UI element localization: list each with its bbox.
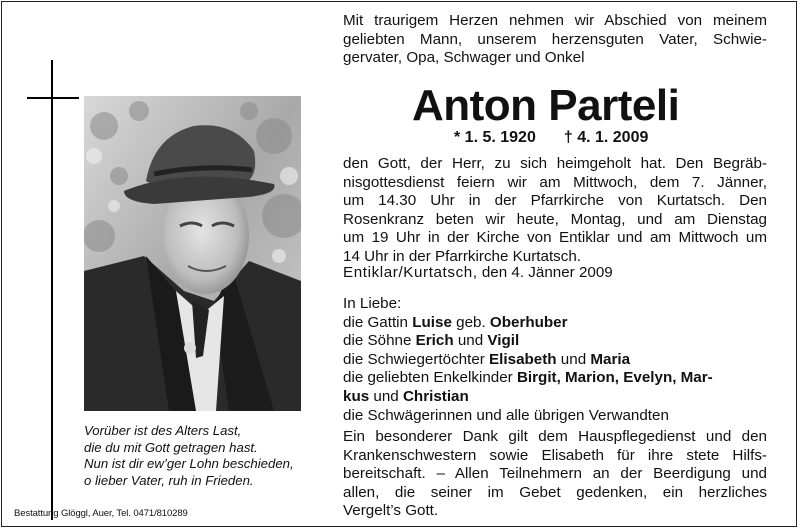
relation-text: geb. [451,313,490,331]
announcement-line: um 19 Uhr in der Kirche von Entiklar und am Mittwoch um [343,229,767,247]
mourner-line [343,332,767,351]
mourner-name: Maria [590,350,631,368]
notice-date: den 4. Jänner 2009 [477,264,613,281]
mourners-list [343,295,767,425]
mourners-heading: In Liebe: [343,295,402,312]
relation-text: die geliebten Enkelkinder [343,369,517,387]
mourner-line: die Schwägerinnen und alle übrigen Verwandten [343,406,669,424]
intro-text [343,12,767,68]
mourner-line [343,388,767,407]
intro-line: Mit traurigem Herzen nehmen wir Abschied von meinem [343,12,767,29]
mourner-name: Elisabeth [489,350,557,368]
poem-line: Nun ist dir ew’ger Lohn beschieden, [84,456,294,471]
place-and-date [343,264,613,281]
thanks-text [343,428,767,521]
poem-line: die du mit Gott getragen hast. [84,439,258,455]
mourner-name: Birgit, Marion, Evelyn, Mar- [516,369,713,387]
birth-date: * 1. 5. 1920 [454,129,536,146]
mourner-name: Erich [415,332,454,350]
intro-line: gervater, Opa, Schwager und Onkel [343,49,585,67]
cross-horizontal-bar [27,97,79,99]
poem-line: Vorüber ist des Alters Last, [84,423,242,438]
thanks-line: bereitschaft. – Allen Teilnehmern an der Beerdigung und [343,465,767,483]
poem-line: o lieber Vater, ruh in Frieden. [84,472,254,488]
relation-text: die Gattin [343,313,413,331]
announcement-line: 14 Uhr in der Pfarrkirche Kurtatsch. [343,247,582,265]
relation-text: und [453,332,488,350]
announcement-line: den Gott, der Herr, zu sich heimgeholt hat. Den Begräb- [343,155,767,172]
mourner-name: Vigil [487,332,520,350]
relation-text: die Söhne [343,332,416,350]
mourner-name: kus [343,387,370,405]
portrait-photo [84,96,301,411]
thanks-line: allen, die seiner im Gebet gedenken, ein herzliches [343,483,767,501]
relation-text: die Schwiegertöchter [343,350,490,368]
thanks-line: Krankenschwestern sowie Elisabeth für ihre stete Hilfs- [343,446,767,464]
thanks-line: Ein besonderer Dank gilt dem Hauspflegedienst und den [343,428,767,445]
thanks-line: Vergelt’s Gott. [343,502,439,520]
mourner-line [343,369,767,388]
mourner-name: Christian [402,387,469,405]
deceased-name: Anton Parteli [412,81,680,130]
mourner-line [343,314,767,333]
mourner-line [343,351,767,370]
announcement-line: Rosenkranz beten wir heute, Montag, und am Dienstag [343,210,767,228]
announcement-line: nisgottesdienst feiern wir am Mittwoch, dem 7. Jänner, [343,173,767,191]
place-name: Entiklar/Kurtatsch, [343,264,478,281]
relation-text: und [369,387,403,405]
funeral-home-credit: Bestattung Glöggl, Auer, Tel. 0471/810289 [14,508,188,519]
life-dates [454,129,648,147]
announcement-text [343,155,767,267]
intro-line: geliebten Mann, unserem herzensguten Vater, Schwie- [343,30,767,48]
mourner-name: Oberhuber [489,313,568,331]
mourner-name: Luise [412,313,452,331]
death-date: † 4. 1. 2009 [563,129,649,146]
announcement-line: um 14.30 Uhr in der Pfarrkirche von Kurtatsch. Den [343,192,767,210]
memorial-poem [84,423,334,489]
cross-vertical-bar [51,60,53,520]
relation-text: und [556,350,591,368]
